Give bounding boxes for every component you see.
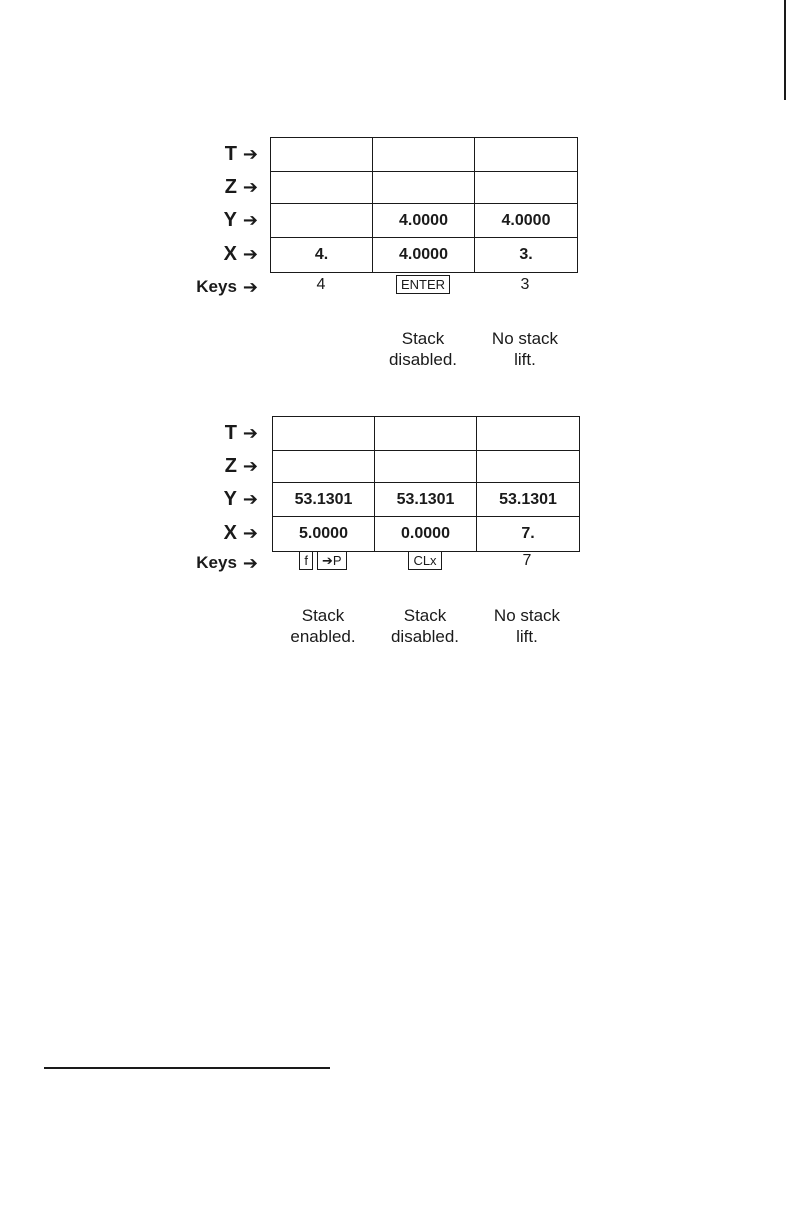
keys-label-text: Keys — [196, 553, 237, 572]
keys-label — [168, 551, 258, 575]
keystroke-row — [270, 275, 576, 294]
register-name: X — [223, 243, 237, 265]
calculator-key: ➔P — [317, 551, 347, 570]
arrow-right-icon: ➔ — [242, 423, 258, 443]
stack-note: No stack lift. — [493, 606, 561, 646]
stack-note — [270, 328, 372, 370]
register-name: X — [223, 522, 237, 544]
arrow-right-icon: ➔ — [242, 277, 258, 297]
stack-register-grid — [272, 416, 580, 552]
arrow-right-icon: ➔ — [242, 144, 258, 164]
arrow-right-icon: ➔ — [242, 177, 258, 197]
register-cell-x: 4.0000 — [373, 238, 475, 272]
digit-key: 3 — [520, 275, 530, 293]
notes-row — [270, 328, 576, 370]
calculator-key: f — [299, 551, 313, 570]
register-cell-y: 53.1301 — [375, 483, 477, 517]
register-label — [168, 487, 258, 511]
stack-note: Stack disabled. — [390, 606, 460, 646]
register-cell-y: 4.0000 — [373, 204, 475, 238]
register-cell-x: 4. — [271, 238, 373, 272]
calculator-key: CLx — [408, 551, 441, 570]
register-cell-x: 5.0000 — [273, 517, 375, 551]
register-label — [168, 142, 258, 166]
register-cell-y: 53.1301 — [273, 483, 375, 517]
register-cell-z — [375, 451, 477, 483]
keys-label — [168, 275, 258, 299]
keystroke-cell — [272, 551, 374, 570]
keystroke-cell — [372, 275, 474, 294]
keys-label-text: Keys — [196, 277, 237, 296]
register-cell-t — [271, 138, 373, 172]
page-edge-line — [784, 0, 786, 100]
register-cell-x: 0.0000 — [375, 517, 477, 551]
register-name: T — [224, 422, 237, 444]
register-cell-y: 53.1301 — [477, 483, 579, 517]
arrow-right-icon: ➔ — [242, 244, 258, 264]
register-name: Y — [223, 488, 237, 510]
register-cell-x: 3. — [519, 246, 533, 263]
register-name: Z — [224, 176, 237, 198]
arrow-right-icon: ➔ — [242, 523, 258, 543]
notes-row — [272, 605, 578, 647]
register-cell-z — [477, 451, 579, 483]
register-label — [168, 421, 258, 445]
keystroke-cell — [474, 275, 576, 294]
arrow-right-icon: ➔ — [242, 489, 258, 509]
register-name: Z — [224, 455, 237, 477]
register-cell-z — [373, 172, 475, 204]
digit-key: 4 — [316, 275, 326, 293]
register-cell-t — [375, 417, 477, 451]
stack-note: No stack lift. — [491, 329, 559, 369]
calculator-key: ENTER — [396, 275, 450, 294]
register-cell-t — [273, 417, 375, 451]
register-cell-z — [475, 172, 577, 204]
register-cell-y — [271, 204, 373, 238]
register-cell-z — [271, 172, 373, 204]
register-name: T — [224, 143, 237, 165]
stack-register-grid — [270, 137, 578, 273]
arrow-right-icon: ➔ — [242, 456, 258, 476]
register-cell-x: 7. — [521, 525, 535, 542]
arrow-right-icon: ➔ — [242, 210, 258, 230]
register-cell-y: 4.0000 — [475, 204, 577, 238]
footnote-rule — [44, 1067, 330, 1069]
keystroke-cell — [270, 275, 372, 294]
keystroke-cell — [374, 551, 476, 570]
register-label — [168, 521, 258, 545]
arrow-right-icon: ➔ — [242, 553, 258, 573]
keystroke-cell — [476, 551, 578, 570]
register-cell-z — [273, 451, 375, 483]
register-label — [168, 175, 258, 199]
register-name: Y — [223, 209, 237, 231]
stack-note: Stack disabled. — [388, 329, 458, 369]
register-label — [168, 208, 258, 232]
register-label — [168, 242, 258, 266]
keystroke-row — [272, 551, 578, 570]
register-cell-t — [373, 138, 475, 172]
register-cell-t — [477, 417, 579, 451]
stack-note: Stack enabled. — [290, 606, 356, 646]
register-cell-t — [475, 138, 577, 172]
digit-key: 7 — [522, 551, 532, 569]
register-label — [168, 454, 258, 478]
